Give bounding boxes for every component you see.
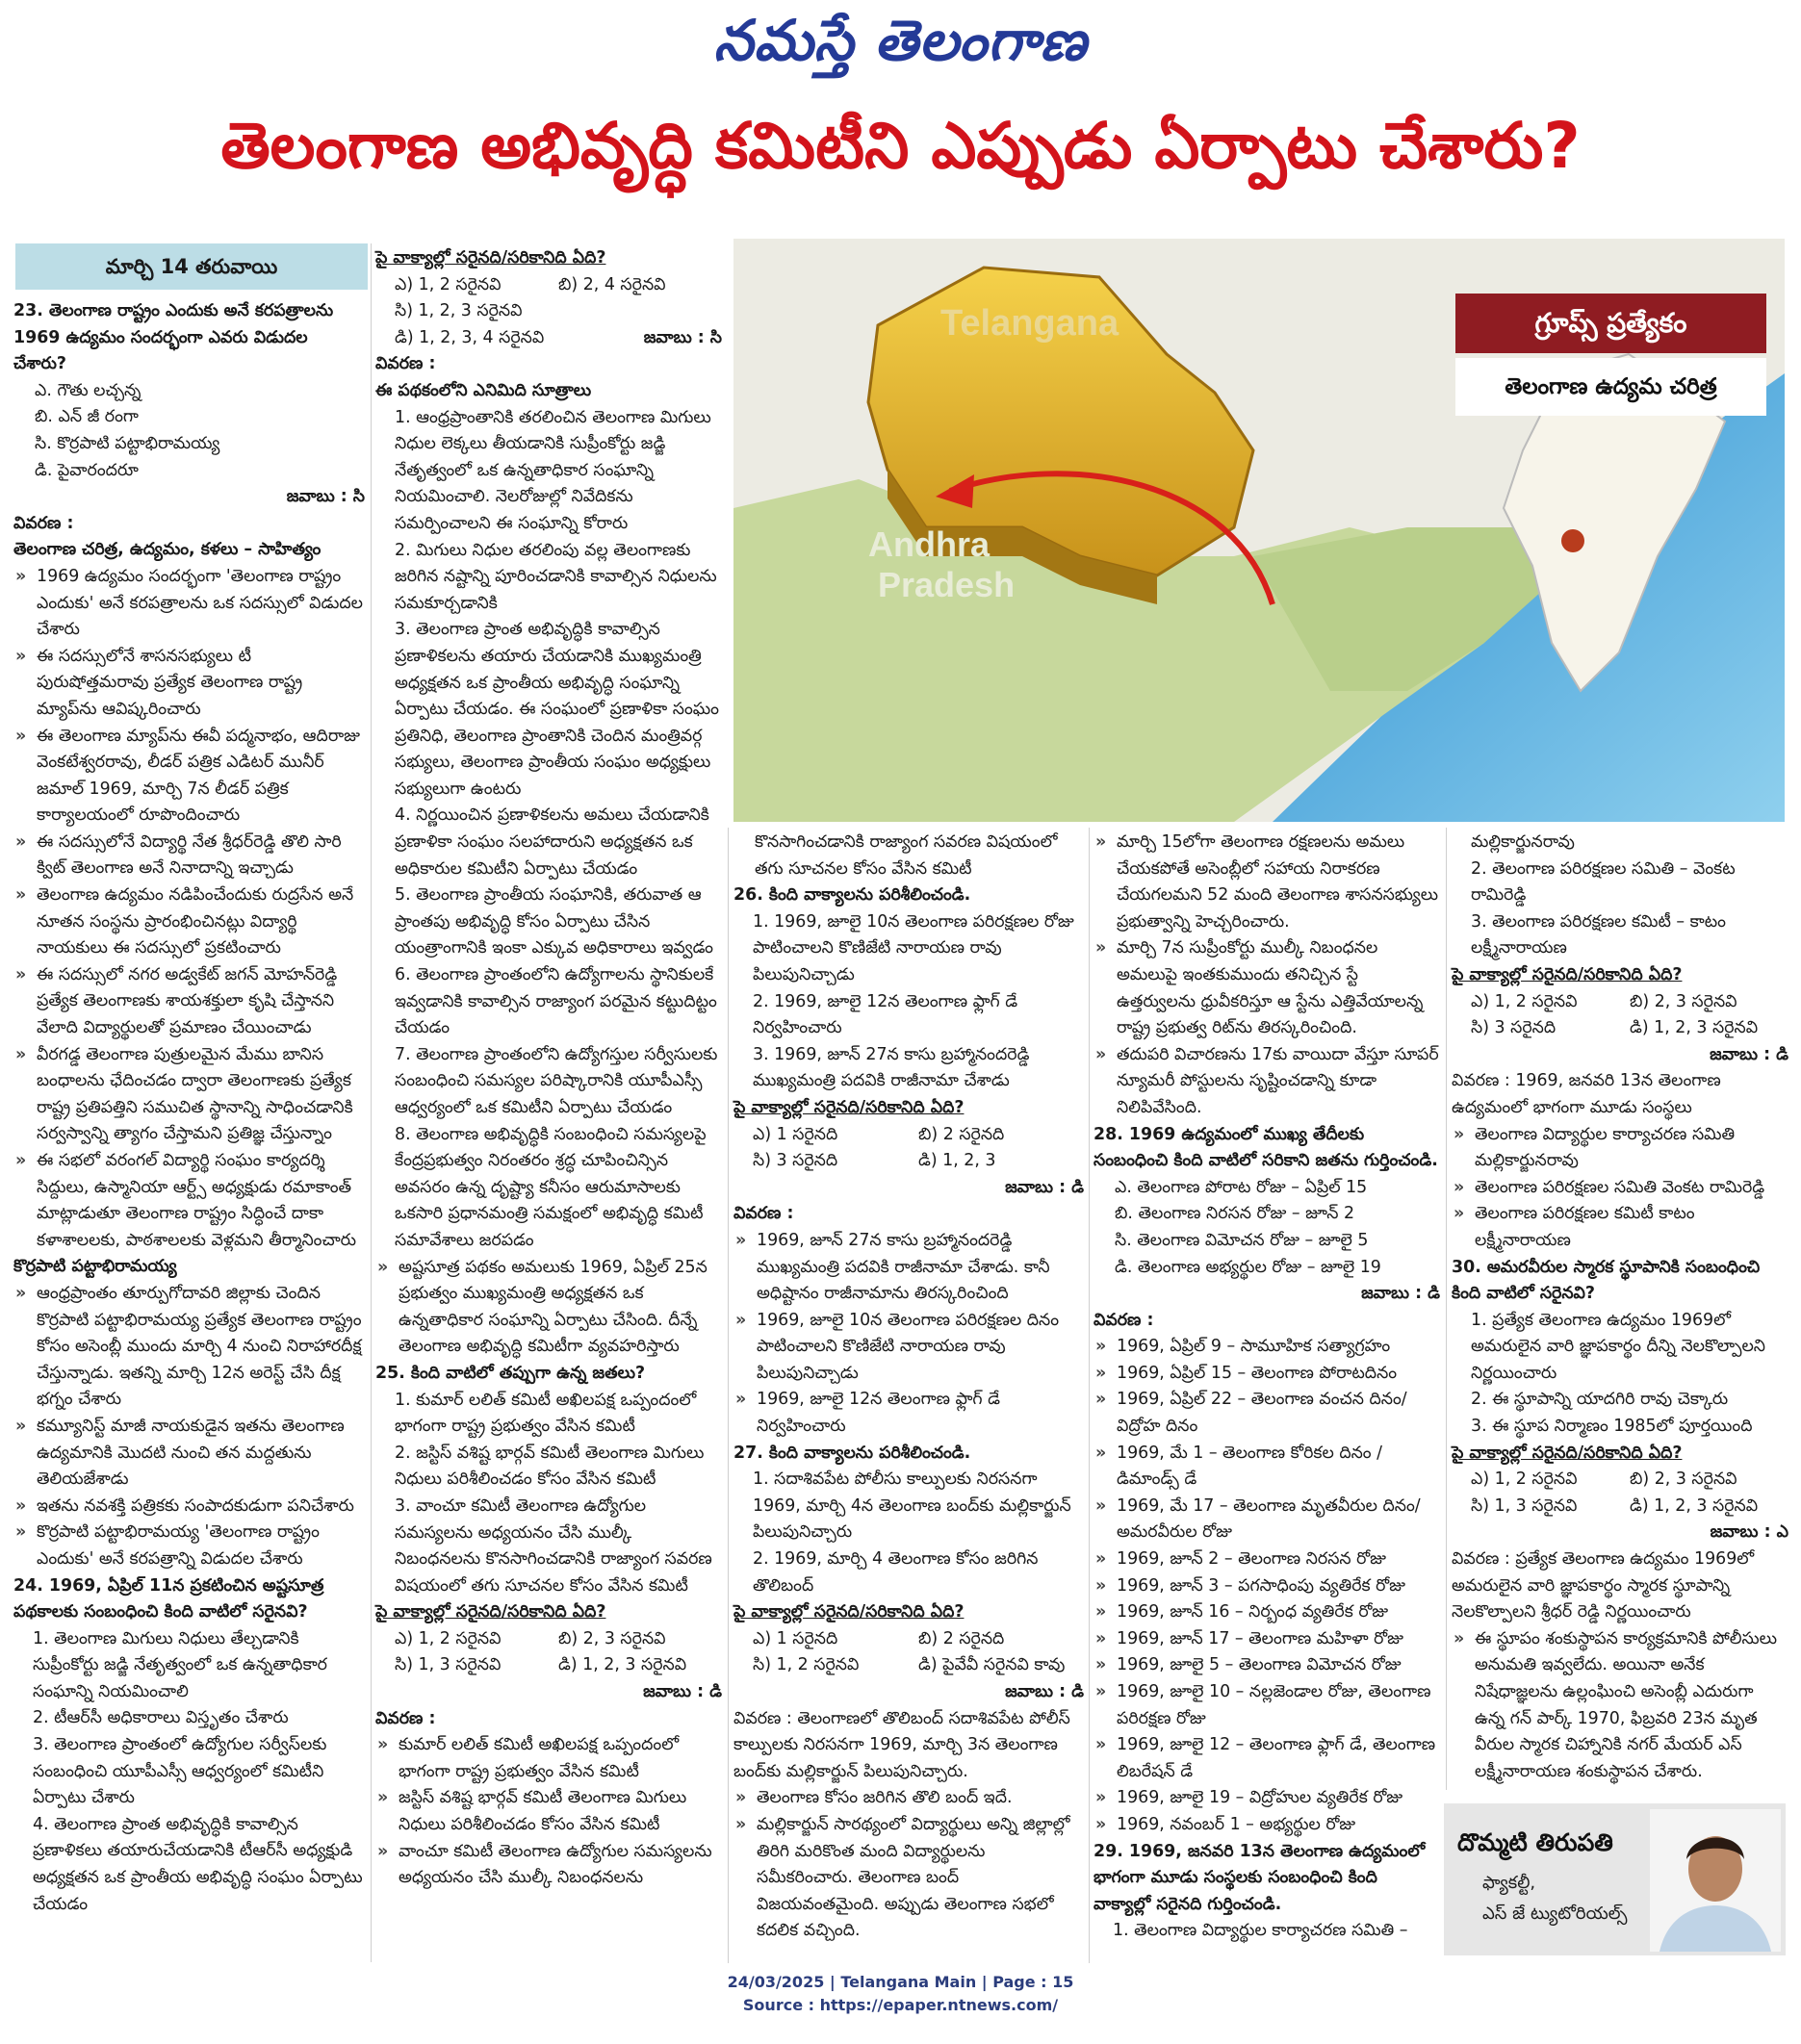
question-26: 26. కింది వాక్యాలను పరిశీలించండి. [733,885,971,906]
bullet-point: » ఈ సదస్సులోనే విద్యార్థి నేత శ్రీధర్‌రెడ్డి తొలి సారి క్విట్ తెలంగాణ అనే నినాదాన్ని ఇచ్చాడు [13,830,365,882]
option-b: బి. తెలంగాణ నిరసన రోజు – జూన్ 2 [1115,1204,1355,1224]
option-c: సి) 1, 2 సరైనవి [753,1655,860,1675]
option-c: సి) 3 సరైనది [753,1151,838,1171]
option-b: బి) 2, 3 సరైనవి [558,1628,666,1648]
date-item: » 1969, మే 17 – తెలంగాణ మృతవీరుల దినం/అమరవీరుల రోజు [1093,1494,1440,1546]
bullet-point: » తెలంగాణ పరిరక్షణల సమితి వెంకట రామిరెడ్డి [1452,1175,1788,1202]
statement: 7. తెలంగాణ ప్రాంతంలోని ఉద్యోగస్తుల సర్వీసులకు సంబంధించి సమస్యల పరిష్కారానికి యూపీఎస్సీ ఆధ్వర్యంలో ఒక కమిటీని ఏర్పాటు చేయడం [395,1044,718,1117]
special-badge: గ్రూప్స్ ప్రత్యేకం [1455,294,1766,353]
option-c: సి) 3 సరైనది [1471,1018,1557,1038]
question-prompt: పై వాక్యాల్లో సరైనది/సరికానిది ఏది? [1452,1443,1683,1463]
statement: 3. ఈ స్థూప నిర్మాణం 1985లో పూర్తయింది [1471,1417,1753,1437]
statement: 5. తెలంగాణ ప్రాంతీయ సంఘానికి, తరువాత ఆ ప్రాంతపు అభివృద్ధి కోసం ఏర్పాటు చేసిన యంత్రాంగానికి ఇంకా ఎక్కువ అధికారాలు ఇవ్వడం [395,885,713,958]
column-2 [375,245,722,1892]
answer: జవాబు : సి [286,487,365,507]
statement: 1. 1969, జూలై 10న తెలంగాణ పరిరక్షణల రోజు పాటించాలని కొణిజేటి నారాయణ రావు పిలుపునిచ్చాడు [753,911,1074,984]
bullet-point: » తదుపరి విచారణను 17కు వాయిదా వేస్తూ సూపర్ న్యూమరీ పోస్టులను సృష్టించడాన్ని కూడా నిలిపివేసింది. [1093,1042,1440,1122]
date-item: » 1969, ఏప్రిల్ 22 – తెలంగాణ వంచన దినం/ విద్రోహ దినం [1093,1387,1440,1440]
statement: 2. తెలంగాణ పరిరక్షణల సమితి – వెంకట రామిరెడ్డి [1471,858,1736,906]
masthead-logo: నమస్తే తెలంగాణ [713,8,1088,73]
option-d: డి. తెలంగాణ అభ్యర్థుల రోజు – జూలై 19 [1115,1257,1381,1277]
column-4 [1093,830,1440,1945]
question-30: 30. అమరవీరుల స్మారక స్థూపానికి సంబంధించి కింది వాటిలో సరైనవి? [1452,1257,1761,1304]
author-name: దొమ్మటి తిరుపతి [1457,1828,1613,1856]
bullet-point: » తెలంగాణ విద్యార్థుల కార్యాచరణ సమితి మల్లికార్జునరావు [1452,1122,1788,1175]
option-c: సి) 1, 3 సరైనవి [395,1655,502,1675]
section-tag: మార్చి 14 తరువాయి [15,243,368,290]
option-a: ఎ) 1 సరైనది [753,1628,838,1648]
question-29: 29. 1969, జనవరి 13న తెలంగాణ ఉద్యమంలో భాగంగా మూడు సంస్థలకు సంబంధించి కింది వాక్యాల్లో సరైనది గుర్తించండి. [1093,1841,1426,1914]
author-org: ఎస్ జే ట్యుటోరియల్స్ [1482,1903,1628,1924]
options-grid [1452,1467,1788,1520]
subheading: తెలంగాణ చరిత్ర, ఉద్యమం, కళలు – సాహిత్యం [13,540,322,560]
explanation-label: వివరణ : [733,1204,794,1224]
date-item: » 1969, మే 1 – తెలంగాణ కోరికల దినం / డిమాండ్స్ డే [1093,1441,1440,1494]
bullet-point: » తెలంగాణ ఉద్యమం నడిపించేందుకు రుద్రసేన అనే నూతన సంస్థను ప్రారంభించినట్లు విద్యార్థి నాయకులు ఈ సదస్సులో ప్రకటించారు [13,882,365,962]
explanation-label: వివరణ : [375,354,436,374]
answer: జవాబు : డి [643,1682,722,1702]
option-b: బి. ఎన్ జీ రంగా [35,407,139,427]
options-grid [375,1626,722,1679]
bullet-point: » ఈ సభలో వరంగల్ విద్యార్థి సంఘం కార్యదర్శి సిద్దులు, ఉస్మానియా ఆర్ట్స్ అధ్యక్షుడు రమాకాంత్ మాట్లాడుతూ తెలంగాణ రాష్ట్రం సిద్ధించే దాకా కళాశాలలకు, పాఠశాలలకు వెళ్లమని తీర్మానించారు [13,1148,365,1254]
map-label-andhra: Andhra [868,524,990,564]
answer: జవాబు : డి [1005,1177,1084,1197]
subheading: ఈ పథకంలోని ఎనిమిది సూత్రాలు [375,380,592,400]
bullet-point: » మార్చి 15లోగా తెలంగాణ రక్షణలను అమలు చేయకపోతే అసెంబ్లీలో సహాయ నిరాకరణ చేయగలమని 52 మంది తెలంగాణ శాసనసభ్యులు ప్రభుత్వాన్ని హెచ్చరించారు. [1093,830,1440,935]
options-grid [733,1626,1084,1679]
explanation: వివరణ : తెలంగాణలో తొలిబంద్ సదాశివపేట పోలీస్ కాల్పులకు నిరసనగా 1969, మార్చి 3న తెలంగాణ బంద్‌కు మల్లికార్జున్ పిలుపునిచ్చారు. [733,1708,1070,1781]
author-box [1444,1803,1786,1955]
bullet-point: » మార్చి 7న సుప్రీంకోర్టు ముల్కీ నిబంధనల అమలుపై ఇంతకుముందు తనిచ్చిన స్టే ఉత్తర్వులను ధ్రువీకరిస్తూ ఆ స్టేను ఎత్తివేయాలన్న రాష్ట్ర ప్రభుత్వ రిట్‌ను తిరస్కరించింది. [1093,935,1440,1041]
bullet-point: » 1969, జూలై 10న తెలంగాణ పరిరక్షణల దినం పాటించాలని కొణిజేటి నారాయణ రావు పిలుపునిచ్చాడు [733,1308,1084,1388]
column-divider [728,828,729,1963]
option-b: బి) 2, 3 సరైనవి [1630,1469,1737,1490]
question-prompt: పై వాక్యాల్లో సరైనది/సరికానిది ఏది? [375,248,606,268]
bullet-point: » 1969 ఉద్యమం సందర్భంగా 'తెలంగాణ రాష్ట్రం ఎందుకు' అనే కరపత్రాలను ఒక సదస్సులో విడుదల చేశారు [13,564,365,644]
date-item: » 1969, జూలై 5 – తెలంగాణ విమోచన రోజు [1093,1652,1440,1679]
date-item: » 1969, జూలై 12 – తెలంగాణ ఫ్లాగ్ డే, తెలంగాణ లిబరేషన్ డే [1093,1732,1440,1785]
column-divider [1446,828,1447,1790]
statement: 2. మిగులు నిధుల తరలింపు వల్ల తెలంగాణకు జరిగిన నష్టాన్ని పూరించడానికి కావాల్సిన నిధులను సమకూర్చడానికి [395,540,717,613]
bullet-point: » కమ్యూనిస్ట్ మాజీ నాయకుడైన ఇతను తెలంగాణ ఉద్యమానికి మొదటి నుంచి తన మద్దతును తెలియజేశాడు [13,1414,365,1494]
map-label-pradesh: Pradesh [878,565,1016,604]
bullet-point: » జస్టిస్ వశిష్ట భార్గవ్ కమిటీ తెలంగాణ మిగులు నిధులు పరిశీలించడం కోసం వేసిన కమిటీ [375,1785,722,1838]
explanation: వివరణ : 1969, జనవరి 13న తెలంగాణ ఉద్యమంలో భాగంగా మూడు సంస్థలు [1452,1071,1721,1117]
bullet-point: » ఈ సదస్సులోనే శాసనసభ్యులు టీ పురుషోత్తమరావు ప్రత్యేక తెలంగాణ రాష్ట్ర మ్యాప్‌ను ఆవిష్కరించారు [13,644,365,724]
answer: జవాబు : సి [643,327,722,347]
date-item: » 1969, జూన్ 2 – తెలంగాణ నిరసన రోజు [1093,1546,1440,1573]
date-item: » 1969, జూలై 10 – నల్లజెండాల రోజు, తెలంగాణ పరిరక్షణ రోజు [1093,1679,1440,1732]
statement: 3. తెలంగాణ ప్రాంత అభివృద్ధికి కావాల్సిన ప్రణాళికలను తయారు చేయడానికి ముఖ్యమంత్రి అధ్యక్షతన ఒక ప్రాంతీయ అభివృద్ధి సంఘాన్ని ఏర్పాటు చేయడం. ఈ సంఘంలో ప్రణాళికా సంఘం ప్రతినిధి, తెలంగాణ ప్రాంతానికి చెందిన మంత్రివర్గ సభ్యులు, తెలంగాణ ప్రాంతీయ సంఘం అధ్యక్షులు సభ్యులుగా ఉంటరు [395,620,719,799]
statement: 2. జస్టిస్ వశిష్ట భార్గవ్ కమిటీ తెలంగాణ మిగులు నిధులు పరిశీలించడం కోసం వేసిన కమిటీ [395,1443,705,1490]
bullet-point: » ఆంధ్రప్రాంతం తూర్పుగోదావరి జిల్లాకు చెందిన కొర్రపాటి పట్టాభిరామయ్య ప్రత్యేక తెలంగాణ రాష్ట్రం కోసం అసెంబ్లీ ముందు మార్చి 4 నుంచి నిరాహారదీక్ష చేస్తున్నాడు. ఇతన్ని మార్చి 12న అరెస్ట్ చేసి దీక్ష భగ్నం చేశారు [13,1281,365,1414]
continued-text: మల్లికార్జునరావు [1471,832,1575,852]
option-c: సి. కొర్రపాటి పట్టాభిరామయ్య [35,433,220,453]
footer-date-line: 24/03/2025 | Telangana Main | Page : 15 [727,1973,1074,1991]
answer: జవాబు : డి [1005,1682,1084,1701]
column-divider [1089,828,1090,1963]
options-grid [1452,989,1788,1042]
statement: 3. తెలంగాణ ప్రాంతంలో ఉద్యోగుల సర్వీస్‌లకు సంబంధించి యూపీఎస్సీ ఆధ్వర్యంలో కమిటీని ఏర్పాటు చేశారు [33,1735,327,1808]
question-prompt: పై వాక్యాల్లో సరైనది/సరికానిది ఏది? [733,1097,965,1117]
question-24: 24. 1969, ఏప్రిల్ 11న ప్రకటించిన అష్టసూత్ర పథకాలకు సంబంధించి కింది వాటిలో సరైనవి? [13,1575,324,1622]
statement: 3. తెలంగాణ పరిరక్షణల కమిటీ – కాటం లక్ష్మీనారాయణ [1471,911,1726,958]
statement: 2. ఈ స్థూపాన్ని యాదగిరి రావు చెక్కారు [1471,1390,1729,1410]
option-c: సి. తెలంగాణ విమోచన రోజు – జూలై 5 [1115,1230,1369,1250]
date-item: » 1969, ఏప్రిల్ 9 – సామూహిక సత్యాగ్రహం [1093,1334,1440,1361]
question-27: 27. కింది వాక్యాలను పరిశీలించండి. [733,1443,971,1463]
statement: 1. తెలంగాణ మిగులు నిధులు తేల్చడానికి సుప్రీంకోర్టు జడ్జి నేతృత్వంలో ఒక ఉన్నతాధికార సంఘాన్ని నియమించాలి [33,1628,327,1701]
option-b: బి) 2 సరైనది [918,1628,1005,1648]
map-label-telangana: Telangana [940,303,1119,344]
question-prompt: పై వాక్యాల్లో సరైనది/సరికానిది ఏది? [375,1602,606,1622]
bullet-point: » తెలంగాణ కోసం జరిగిన తొలి బంద్ ఇదే. [733,1785,1084,1812]
bullet-point: » 1969, జూలై 12న తెలంగాణ ఫ్లాగ్ డే నిర్వహించారు [733,1387,1084,1440]
explanation-label: వివరణ : [1093,1310,1154,1330]
badge-subtitle: తెలంగాణ ఉద్యమ చరిత్ర [1455,358,1766,416]
option-d: డి) పైవేవీ సరైనవి కావు [918,1655,1066,1675]
question-25: 25. కింది వాటిలో తప్పుగా ఉన్న జతలు? [375,1363,646,1383]
statement: 3. 1969, జూన్ 27న కాసు బ్రహ్మానందరెడ్డి ముఖ్యమంత్రి పదవికి రాజీనామా చేశాడు [753,1044,1030,1091]
option-b: బి) 2, 4 సరైనవి [558,274,666,294]
column-5 [1452,830,1788,1785]
bullet-point: » ఈ స్థూపం శంకుస్థాపన కార్యక్రమానికి పోలీసులు అనుమతి ఇవ్వలేదు. అయినా అనేక నిషేధాజ్ఞలను ఉల్లంఘించి అసెంబ్లీ ఎదురుగా ఉన్న గన్ పార్క్ 1970, ఫిబ్రవరి 23న మృత వీరుల స్మారక చిహ్నానికి నగర్ మేయర్ ఎస్ లక్ష్మీనారాయణ శంకుస్థాపన చేశారు. [1452,1626,1788,1786]
option-a: ఎ) 1, 2 సరైనవి [1471,1469,1578,1490]
option-a: ఎ. గౌతు లచ్చన్న [35,380,142,400]
statement: 6. తెలంగాణ ప్రాంతంలోని ఉద్యోగాలను స్థానికులకే ఇవ్వడానికి కావాల్సిన రాజ్యాంగ పరమైన కట్టుదిట్టం చేయడం [395,965,717,1038]
explanation: వివరణ : ప్రత్యేక తెలంగాణ ఉద్యమం 1969లో అమరులైన వారి జ్ఞాపకార్థం స్మారక స్థూపాన్ని నెలకొల్పాలని శ్రీధర్ రెడ్డి నిర్ణయించారు [1452,1549,1755,1622]
question-prompt: పై వాక్యాల్లో సరైనది/సరికానిది ఏది? [1452,964,1683,984]
option-a: ఎ) 1, 2 సరైనవి [395,274,502,294]
explanation-label: వివరణ : [13,513,74,533]
option-d: డి) 1, 2, 3 సరైనవి [1630,1018,1759,1038]
date-item: » 1969, నవంబర్ 1 – అభ్యర్థుల రోజు [1093,1812,1440,1839]
statement: 1. తెలంగాణ విద్యార్థుల కార్యాచరణ సమితి – [1113,1921,1408,1941]
option-c: సి) 1, 3 సరైనవి [1471,1495,1578,1516]
option-d: డి) 1, 2, 3 సరైనవి [558,1655,687,1675]
column-3 [733,830,1084,1945]
answer: జవాబు : డి [1710,1044,1788,1064]
continued-text: కొనసాగించడానికి రాజ్యాంగ సవరణ విషయంలో తగు సూచనల కోసం వేసిన కమిటీ [755,832,1058,879]
bullet-point: » వీరగడ్డ తెలంగాణ పుత్రులమైన మేము బానిస బంధాలను ఛేదించడం ద్వారా తెలంగాణకు ప్రత్యేక రాష్ట్ర ప్రతిపత్తిని సముచిత స్థానాన్ని సాధించడానికి సర్వస్వాన్ని త్యాగం చేస్తామని ప్రతిజ్ఞ చేస్తున్నాం [13,1042,365,1148]
question-28: 28. 1969 ఉద్యమంలో ముఖ్య తేదీలకు సంబంధించి కింది వాటిలో సరికాని జతను గుర్తించండి. [1093,1124,1438,1171]
option-d: డి) 1, 2, 3 సరైనవి [1630,1495,1759,1516]
bullet-point: » కొర్రపాటి పట్టాభిరామయ్య 'తెలంగాణ రాష్ట్రం ఎందుకు' అనే కరపత్రాన్ని విడుదల చేశారు [13,1520,365,1572]
statement: 2. 1969, జూలై 12న తెలంగాణ ఫ్లాగ్ డే నిర్వహించారు [753,991,1018,1038]
column-1 [13,298,365,1918]
option-a: ఎ. తెలంగాణ పోరాట రోజు – ఏప్రిల్ 15 [1115,1177,1368,1197]
bullet-point: » మల్లికార్జున్ సారథ్యంలో విద్యార్థులు అన్ని జిల్లాల్లో తిరిగి మరికొంత మంది విద్యార్థులను సమీకరించారు. తెలంగాణ బంద్ విజయవంతమైంది. అప్పుడు తెలంగాణ సభలో కదలిక వచ్చింది. [733,1812,1084,1945]
bullet-point: » అష్టసూత్ర పథకం అమలుకు 1969, ఏప్రిల్ 25న ప్రభుత్వం ముఖ్యమంత్రి అధ్యక్షతన ఒక ఉన్నతాధికార సంఘాన్ని ఏర్పాటు చేసింది. దీన్నే తెలంగాణ అభివృద్ధి కమిటీగా వ్యవహరిస్తారు [375,1255,722,1361]
statement: 2. టీఆర్‌సీ అధికారాలు విస్తృతం చేశారు [33,1708,289,1728]
statement: 1. సదాశివపేట పోలీసు కాల్పులకు నిరసనగా 1969, మార్చి 4న తెలంగాణ బంద్‌కు మల్లికార్జున్ పిలుపునిచ్చారు [753,1469,1071,1543]
bullet-point: » ఈ తెలంగాణ మ్యాప్‌ను ఈవీ పద్మనాభం, ఆదిరాజు వెంకటేశ్వరరావు, లీడర్ పత్రిక ఎడిటర్ మునీర్ జమాల్ 1969, మార్చి 7న లీడర్ పత్రిక కార్యాలయంలో రూపొందించారు [13,724,365,830]
footer-source-link[interactable]: Source : https://epaper.ntnews.com/ [742,1996,1059,2014]
subheading: కొర్రపాటి పట్టాభిరామయ్య [13,1257,177,1277]
column-divider [371,243,372,1962]
option-a: ఎ) 1 సరైనది [753,1124,838,1144]
answer: జవాబు : ఎ [1710,1522,1788,1543]
question-prompt: పై వాక్యాల్లో సరైనది/సరికానిది ఏది? [733,1602,965,1622]
option-d: డి) 1, 2, 3 [918,1151,996,1171]
answer: జవాబు : డి [1361,1284,1440,1304]
statement: 1. కుమార్ లలిత్ కమిటీ అఖిలపక్ష ఒప్పందంలో భాగంగా రాష్ట్ర ప్రభుత్వం వేసిన కమిటీ [395,1390,697,1437]
option-a: ఎ) 1, 2 సరైనవి [1471,991,1578,1011]
date-item: » 1969, జూన్ 3 – పగసాధింపు వ్యతిరేక రోజు [1093,1573,1440,1600]
bullet-point: » కుమార్ లలిత్ కమిటీ అఖిలపక్ష ఒప్పందంలో భాగంగా రాష్ట్ర ప్రభుత్వం వేసిన కమిటీ [375,1732,722,1785]
options-grid [733,1122,1084,1175]
bullet-point: » తెలంగాణ పరిరక్షణల కమిటీ కాటం లక్ష్మీనారాయణ [1452,1201,1788,1254]
author-role: ఫ్యాకల్టీ, [1482,1873,1536,1893]
explanation-label: వివరణ : [375,1708,436,1728]
date-item: » 1969, ఏప్రిల్ 15 – తెలంగాణ పోరాటదినం [1093,1361,1440,1388]
option-a: ఎ) 1, 2 సరైనవి [395,1628,502,1648]
option-b: బి) 2 సరైనది [918,1124,1005,1144]
bullet-point: » వాంచూ కమిటీ తెలంగాణ ఉద్యోగుల సమస్యలను అధ్యయనం చేసి ముల్కీ నిబంధనలను [375,1839,722,1892]
option-b: బి) 2, 3 సరైనవి [1630,991,1737,1011]
date-item: » 1969, జూలై 19 – విద్రోహుల వ్యతిరేక రోజు [1093,1785,1440,1812]
bullet-point: » 1969, జూన్ 27న కాసు బ్రహ్మానందరెడ్డి ముఖ్యమంత్రి పదవికి రాజీనామా చేశాడు. కానీ అధిష్టానం రాజీనామాను తిరస్కరించింది [733,1228,1084,1308]
statement: 1. ఆంధ్రప్రాంతానికి తరలించిన తెలంగాణ మిగులు నిధుల లెక్కలు తీయడానికి సుప్రీంకోర్టు జడ్జి నేతృత్వంలో ఒక ఉన్నతాధికార సంఘాన్ని నియమించాలి. నెలరోజుల్లో నివేదికను సమర్పించాలని ఈ సంఘాన్ని కోరారు [395,407,711,533]
statement: 4. తెలంగాణ ప్రాంత అభివృద్ధికి కావాల్సిన ప్రణాళికలు తయారుచేయడానికి టీఆర్‌సీ అధ్యక్షుడి అధ్యక్షతన ఒక ప్రాంతీయ అభివృద్ధి సంఘం ఏర్పాటు చేయడం [33,1814,363,1914]
question-23: 23. తెలంగాణ రాష్ట్రం ఎందుకు అనే కరపత్రాలను 1969 ఉద్యమం సందర్భంగా ఎవరు విడుదల చేశారు? [13,301,334,374]
headline: తెలంగాణ అభివృద్ధి కమిటీని ఎప్పుడు ఏర్పాటు చేశారు? [220,109,1581,183]
bullet-point: » ఇతను నవశక్తి పత్రికకు సంపాదకుడుగా పనిచేశారు [13,1494,365,1520]
option-c: సి) 1, 2, 3 సరైనవి [395,301,523,321]
options-grid [375,272,722,352]
statement: 4. నిర్ణయించిన ప్రణాళికలను అమలు చేయడానికి ప్రణాళికా సంఘం సలహాదారుని అధ్యక్షతన ఒక అధికారుల కమిటీని ఏర్పాటు చేయడం [395,805,709,879]
option-d: డి. పైవారందరూ [35,460,139,480]
option-d: డి) 1, 2, 3, 4 సరైనవి [395,327,545,347]
statement: 3. వాంచూ కమిటీ తెలంగాణ ఉద్యోగుల సమస్యలను అధ్యయనం చేసి ముల్కీ నిబంధనలను కొనసాగించడానికి రాజ్యాంగ సవరణ విషయంలో తగు సూచనల కోసం వేసిన కమిటీ [395,1495,712,1596]
date-item: » 1969, జూన్ 17 – తెలంగాణ మహిళా రోజు [1093,1626,1440,1653]
statement: 2. 1969, మార్చి 4 తెలంగాణ కోసం జరిగిన తొలిబంద్ [753,1549,1039,1596]
bullet-point: » ఈ సదస్సులో నగర అడ్వకేట్ జగన్ మోహన్‌రెడ్డి ప్రత్యేక తెలంగాణకు శాయశక్తులా కృషి చేస్తానని వేలాది విద్యార్థులతో ప్రమాణం చేయించాడు [13,962,365,1042]
statement: 8. తెలంగాణ అభివృద్ధికి సంబంధించి సమస్యలపై కేంద్రప్రభుత్వం నిరంతరం శ్రద్ధ చూపించిన్సిన అవసరం ఉన్న దృష్ట్యా కనీసం ఆరుమాసాలకు ఒకసారి ప్రధానమంత్రి సమక్షంలో అభివృద్ధి కమిటీ సమావేశాలు జరపడం [395,1124,707,1250]
date-item: » 1969, జూన్ 16 – నిర్బంధ వ్యతిరేక రోజు [1093,1599,1440,1626]
statement: 1. ప్రత్యేక తెలంగాణ ఉద్యమం 1969లో అమరులైన వారి జ్ఞాపకార్థం దీన్ని నెలకొల్పాలని నిర్ణయించారు [1471,1310,1765,1383]
author-photo [1650,1809,1781,1952]
